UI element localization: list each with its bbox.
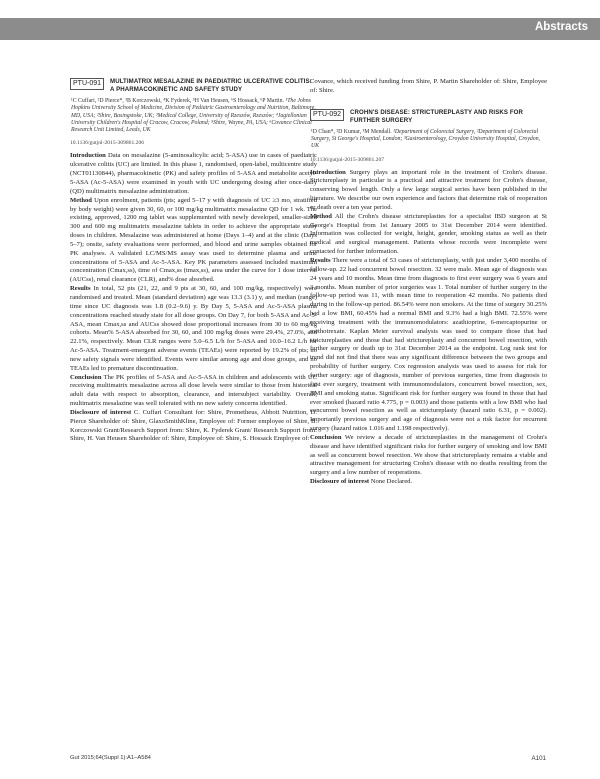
disclosure-label: Disclosure of interest [310, 478, 370, 486]
abstract-id: PTU-091 [70, 78, 104, 90]
doi: 10.1136/gutjnl-2015-309861.207 [310, 156, 385, 163]
results-text: There were a total of 53 cases of strictureplasty, with just under 3,400 months of follow-up. 22 had concurrent bowel resection. 32 were male. Mean age of diagnosis was 24 years and 10 months. Mean time from diagnosis to first ever surgery was 6 years and 3 months. Mean number of prior surgeries was 1. Total number of further surgery in the follow-up period was 11, with mean time to reoperation 42 months. No patients died during in the follow-up period. 86.54% were non smokers. At the time of surgery 30.25% had a low BMI, 60.45% had a normal BMI and 9.3% had a high BMI. 72.55% were receiving treatment with the immunomodulators: azathioprine, 6-mercaptopurine or methotrexate. Kaplan Meier survival analysis was used to compare those that had strictureplasties and those that had strictureplasty and concurrent bowel resection, with further surgery or death up to 31st December 2014 as the endpoint. Log rank test for trend did not find that there was any significant difference between the two groups and probability of further surgery. Cox regression analysis was used to assess for risk for further surgery: age of diagnosis, number of previous surgeries, time from diagnosis to first ever surgery, treatment with immunomodulators, concurrent bowel resection, sex, BMI and smoking status. Significant risk for further surgery was found in those that had ever smoked (hazard ratio 4.775, p = 0.003) and those patients with a low BMI who had concurrent bowel resection as well as strictureplasty (hazard ratio 6.31, p = 0.002). Importantly previous surgery and age of diagnosis were not a risk factor for recurrent surgery (hazard ratios 1.016 and 1.198 respectively). [310, 257, 548, 433]
right-column [310, 78, 547, 487]
doi: 10.1136/gutjnl-2015-309861.206 [70, 140, 145, 147]
conclusion-label: Conclusion [70, 373, 102, 381]
affiliations: ¹Department of Colorectal Surgery, ²Department of Colorectal Surgery, St George's Hospital, London; ³Gastroenterology, Croydon University Hospital, Croydon, UK [311, 128, 541, 150]
conclusion-paragraph [70, 374, 317, 409]
method-text: All the Crohn's disease strictureplasties for a specialist IBD surgeon at St George's Hospital from 1st January 2005 to 31st December 2014 were identified. Information was collected for weight, height, gender, smoking status as well as their medical and surgical management. Patients whose records were incomplete were contacted for further information. [310, 212, 547, 256]
abstract-header [70, 78, 317, 94]
method-text: Upon enrolment, patients (pts; aged 5–17 y with diagnosis of UC ≥3 mo, stratified by body weight) were given 30, 60, or 100 mg/kg multimatrix mesalazine QD for 1 wk. The existing, approved, 1200 mg tablet was supplemented with newly developed, smaller-sized 300 and 600 mg multimatrix mesalazine tablets in order to achieve the appropriate study doses in children. Mesalazine was administered at home (Days 1–4) and at the clinic (Days 5–7); onsite, safety evaluations were performed, and blood and urine samples obtained for PK analyses. A validated LC/MS/MS assay was used to determine plasma and urine concentrations of 5-ASA and Ac-5-ASA. Key PK parameters assessed included maximum concentration (Cmax,ss), time of Cmax,ss (tmax,ss), area under the curve for 1 dose interval (AUCss), renal clearance (CLR), and% dose absorbed. [70, 196, 317, 284]
method-label: Method [70, 196, 92, 204]
results-paragraph [70, 285, 317, 373]
introduction-text: Data on mesalazine (5-aminosalicylic acid; 5-ASA) use in cases of paediatric ulcerative colitis (UC) are limited. In this phase 1, randomised, open-label, multicentre study (NCT01130844), pharmacokinetic (PK) and safety profiles of 5-ASA and metabolite acetyl-5-ASA (Ac-5-ASA) were examined in youth with UC undergoing dosing after once-daily (QD) multimatrix mesalazine administration. [70, 152, 317, 195]
introduction-paragraph [310, 169, 547, 213]
disclosure-label: Disclosure of interest [70, 408, 132, 416]
disclosure-text: C. Cuffari Consultant for: Shire, Prometheus, Abbott Nutrition, D. Pierce Shareholder of: Shire, GlaxoSmithKline, Employee of: Former employee of Shire, B. Korczowski Grant/Research Support from: Shire, K. Fyderek Grant/ Research Support from: Shire, H. Van Heusen Shareholder of: Shire, Employee of: Shire, S. Hossack Employee of: [70, 408, 317, 443]
abstract-id: PTU-092 [310, 109, 344, 121]
results-paragraph [310, 257, 547, 434]
abstract-title: CROHN'S DISEASE: STRICTUREPLASTY AND RISKS FOR FURTHER SURGERY [350, 108, 523, 124]
disclosure-paragraph [70, 409, 317, 444]
conclusion-label: Conclusion [310, 433, 342, 441]
section-header-bar [0, 18, 600, 40]
abstract-title: MULTIMATRIX MESALAZINE IN PAEDIATRIC ULCERATIVE COLITIS: A PHARMACOKINETIC AND SAFETY STUDY [110, 78, 312, 93]
journal-citation: Gut 2015;64(Suppl 1):A1–A584 [70, 755, 151, 761]
method-paragraph [70, 197, 317, 285]
introduction-text: Surgery plays an important role in the treatment of Crohn's disease. Strictureplasty in particular is a practical and attractive treatment for Crohn's disease, conserving bowel length. Only a few large surgical series have been published in the literature. We describe our own experience and factors that determine risk of reoperation or death over a ten year period. [310, 168, 547, 211]
conclusion-paragraph [310, 434, 547, 478]
affiliations: ¹The Johns Hopkins University School of Medicine, Division of Pediatric Gastroenterology and Nutrition, Baltimore, MD, USA; ²Shire, Basingstoke, UK; ³Medical College, University of Rzeszów, Rzeszów; ⁴Jagiellonian University Children's Hospital of Cracow, Cracow, Poland; ⁵Shire, Wayne, PA, USA; ⁶Covance Clinical Research Unit Limited, Leeds, UK [71, 98, 316, 134]
introduction-label: Introduction [70, 152, 106, 160]
abstract-ptu-092 [310, 109, 547, 487]
abstract-header [310, 109, 547, 125]
author-list: ¹C Cuffari, ²D Pierce*, ³B Korczowski, ⁴K Fyderek, ⁵H Van Heusen, ⁶S Hossack, ⁶P Martin. [71, 98, 284, 104]
section-title: Abstracts [534, 21, 588, 33]
conclusion-text: The PK profiles of 5-ASA and Ac-5-ASA in children and adolescents with UC receiving multimatrix mesalazine across all dose levels were similar to those from historical adult data with respect to absorption, clearance, and intersubject variability. Overall, multimatrix mesalazine was well tolerated with no new safety concerns identified. [70, 373, 317, 408]
conclusion-text: We review a decade of strictureplasties in the management of Crohn's disease and have identified significant risks for further surgery of smoking and low BMI as well as concurrent bowel resection. We show that strictureplasty remains a viable and attractive management for structuring Crohn's disease with no deaths resulting from the surgery and a low number of reoperations. [310, 433, 548, 477]
introduction-paragraph [70, 152, 317, 196]
author-block [70, 98, 317, 134]
method-label: Method [310, 212, 332, 220]
introduction-label: Introduction [310, 168, 346, 176]
abstract-ptu-091 [70, 78, 317, 444]
results-label: Results [310, 257, 331, 265]
results-text: In total, 52 pts (21, 22, and 9 pts at 30, 60, and 100 mg/kg, respectively) were randomised and treated. Mean (standard deviation) age was 13.3 (3.1) y, and median (range) time since UC diagnosis was 1.8 (0.2–9.6) y. By Day 5, 5-ASA and Ac-5-ASA plasma concentrations reached steady state for all dose groups. On Day 7, for both 5-ASA and Ac-5-ASA, mean Cmax,ss and AUCss showed dose proportional increases from 30 to 60 mg/kg cohorts. Mean% 5-ASA absorbed for 30, 60, and 100 mg/kg doses were 29.4%, 27.0%, and 22.1%, respectively. Mean CLR ranges were 5.0–6.5 L/h for 5-ASA and 10.0–16.2 L/h for Ac-5-ASA. Treatment-emergent adverse events (TEAEs) were reported by 19.2% of pts; no new safety signals were identified. Events were similar among age and dose groups, and no TEAEs led to premature discontinuation. [70, 285, 318, 372]
method-paragraph [310, 213, 547, 257]
author-list: ¹D Chan*, ²D Kumar, ³M Mendall. [311, 128, 392, 135]
disclosure-continuation: Covance, which received funding from Shire, P. Martin Shareholder of: Shire, Employee of: Shire. [310, 78, 547, 94]
results-label: Results [70, 285, 91, 293]
page-number: A101 [531, 755, 546, 762]
disclosure-paragraph [310, 478, 547, 487]
disclosure-text: None Declared. [370, 478, 413, 486]
author-block [310, 129, 547, 151]
